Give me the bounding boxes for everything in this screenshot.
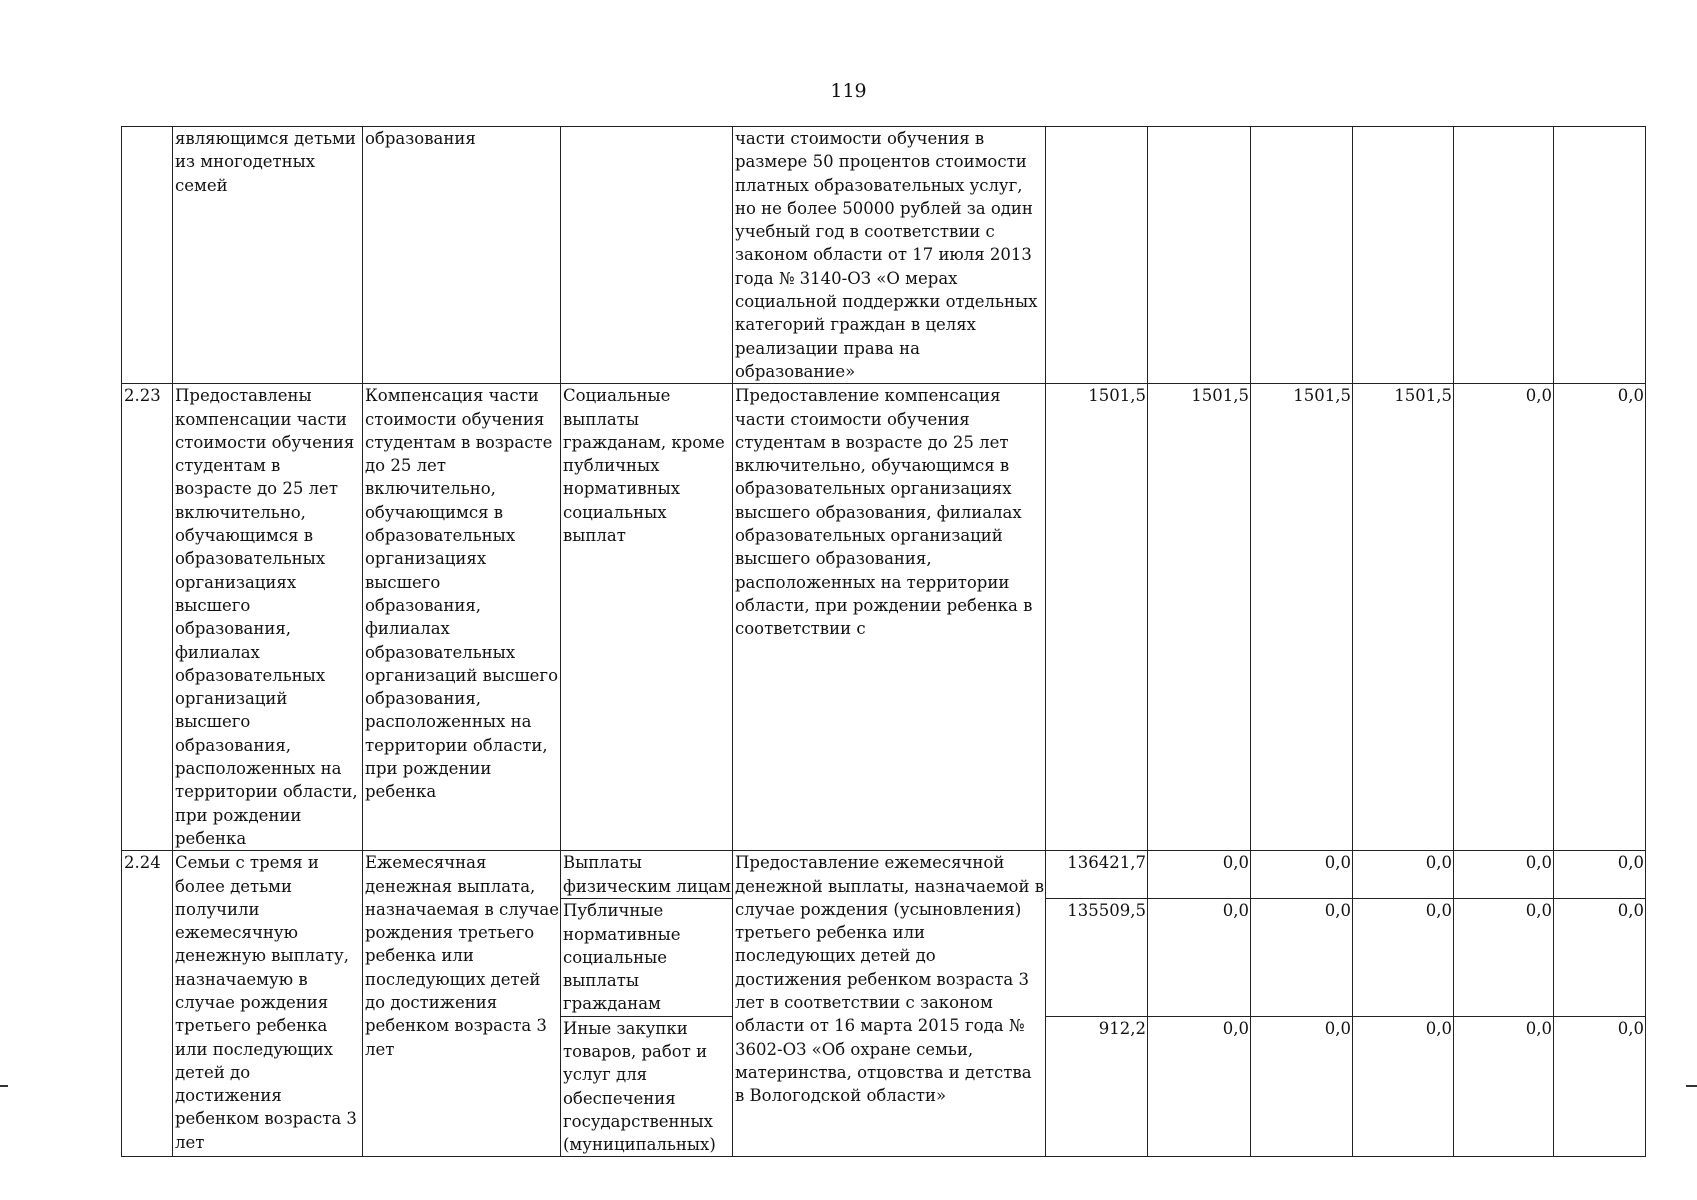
value-cell: 0,0 bbox=[1251, 851, 1353, 899]
result-cell: Семьи с тремя и более детьми получили ежемесячную денежную выплату, назначаемую в случае рождения третьего ребенка или последующих детей до достижения ребенком возраста 3 лет bbox=[173, 851, 363, 1157]
value-cell: 0,0 bbox=[1353, 851, 1454, 899]
expense-type-cell: Иные закупки товаров, работ и услуг для обеспечения государственных (муниципальных) bbox=[561, 1016, 733, 1157]
value-cell: 0,0 bbox=[1554, 384, 1646, 851]
expense-type-cell: Публичные нормативные социальные выплаты гражданам bbox=[561, 899, 733, 1016]
row-number-cell: 2.24 bbox=[122, 851, 173, 1157]
value-cell bbox=[1251, 127, 1353, 384]
scan-edge-mark-right bbox=[1686, 1085, 1697, 1087]
value-cell: 0,0 bbox=[1251, 1016, 1353, 1157]
value-cell: 0,0 bbox=[1454, 851, 1554, 899]
measure-cell: Компенсация части стоимости обучения студентам в возрасте до 25 лет включительно, обучающимся в образовательных организациях высшего образования, филиалах образовательных организаций высшего образования, расположенных на территории области, при рождении ребенка bbox=[363, 384, 561, 851]
description-cell: части стоимости обучения в размере 50 процентов стоимости платных образовательных услуг, но не более 50000 рублей за один учебный год в соответствии с законом области от 17 июля 2013 года № 3140-ОЗ «О мерах социальной поддержки отдельных категорий граждан в целях реализации права на образование» bbox=[733, 127, 1046, 384]
value-cell: 135509,5 bbox=[1046, 899, 1148, 1016]
value-cell bbox=[1454, 127, 1554, 384]
scan-edge-mark-left bbox=[0, 1085, 8, 1087]
value-cell: 0,0 bbox=[1353, 899, 1454, 1016]
value-cell: 0,0 bbox=[1148, 1016, 1251, 1157]
description-cell: Предоставление ежемесячной денежной выплаты, назначаемой в случае рождения (усыновления) третьего ребенка или последующих детей до достижения ребенком возраста 3 лет в соответствии с законом области от 16 марта 2015 года № 3602-ОЗ «Об охране семьи, материнства, отцовства и детства в Вологодской области» bbox=[733, 851, 1046, 1157]
value-cell: 0,0 bbox=[1148, 851, 1251, 899]
value-cell: 0,0 bbox=[1454, 899, 1554, 1016]
program-table bbox=[121, 126, 1646, 1157]
value-cell: 0,0 bbox=[1554, 851, 1646, 899]
table-row-2-24 bbox=[122, 851, 1646, 899]
measure-cell: Ежемесячная денежная выплата, назначаемая в случае рождения третьего ребенка или последующих детей до достижения ребенком возраста 3 лет bbox=[363, 851, 561, 1157]
measure-cell: образования bbox=[363, 127, 561, 384]
value-cell: 0,0 bbox=[1454, 384, 1554, 851]
description-cell: Предоставление компенсация части стоимости обучения студентам в возрасте до 25 лет включительно, обучающимся в образовательных организациях высшего образования, филиалах образовательных организаций высшего образования, расположенных на территории области, при рождении ребенка в соответствии с bbox=[733, 384, 1046, 851]
value-cell bbox=[1046, 127, 1148, 384]
value-cell bbox=[1554, 127, 1646, 384]
expense-type-cell: Выплаты физическим лицам bbox=[561, 851, 733, 899]
value-cell: 0,0 bbox=[1454, 1016, 1554, 1157]
result-cell: Предоставлены компенсации части стоимости обучения студентам в возрасте до 25 лет включительно, обучающимся в образовательных организациях высшего образования, филиалах образовательных организаций высшего образования, расположенных на территории области, при рождении ребенка bbox=[173, 384, 363, 851]
value-cell: 1501,5 bbox=[1251, 384, 1353, 851]
value-cell: 0,0 bbox=[1353, 1016, 1454, 1157]
value-cell bbox=[1353, 127, 1454, 384]
value-cell: 0,0 bbox=[1148, 899, 1251, 1016]
value-cell: 1501,5 bbox=[1353, 384, 1454, 851]
value-cell: 0,0 bbox=[1251, 899, 1353, 1016]
value-cell: 0,0 bbox=[1554, 1016, 1646, 1157]
row-number-cell bbox=[122, 127, 173, 384]
table-row-continuation bbox=[122, 127, 1646, 384]
row-number-cell: 2.23 bbox=[122, 384, 173, 851]
value-cell: 912,2 bbox=[1046, 1016, 1148, 1157]
value-cell: 136421,7 bbox=[1046, 851, 1148, 899]
value-cell: 1501,5 bbox=[1046, 384, 1148, 851]
value-cell: 0,0 bbox=[1554, 899, 1646, 1016]
value-cell: 1501,5 bbox=[1148, 384, 1251, 851]
expense-type-cell: Социальные выплаты гражданам, кроме публичных нормативных социальных выплат bbox=[561, 384, 733, 851]
expense-type-cell bbox=[561, 127, 733, 384]
value-cell bbox=[1148, 127, 1251, 384]
page-number: 119 bbox=[830, 80, 867, 102]
result-cell: являющимся детьми из многодетных семей bbox=[173, 127, 363, 384]
table-row-2-23 bbox=[122, 384, 1646, 851]
